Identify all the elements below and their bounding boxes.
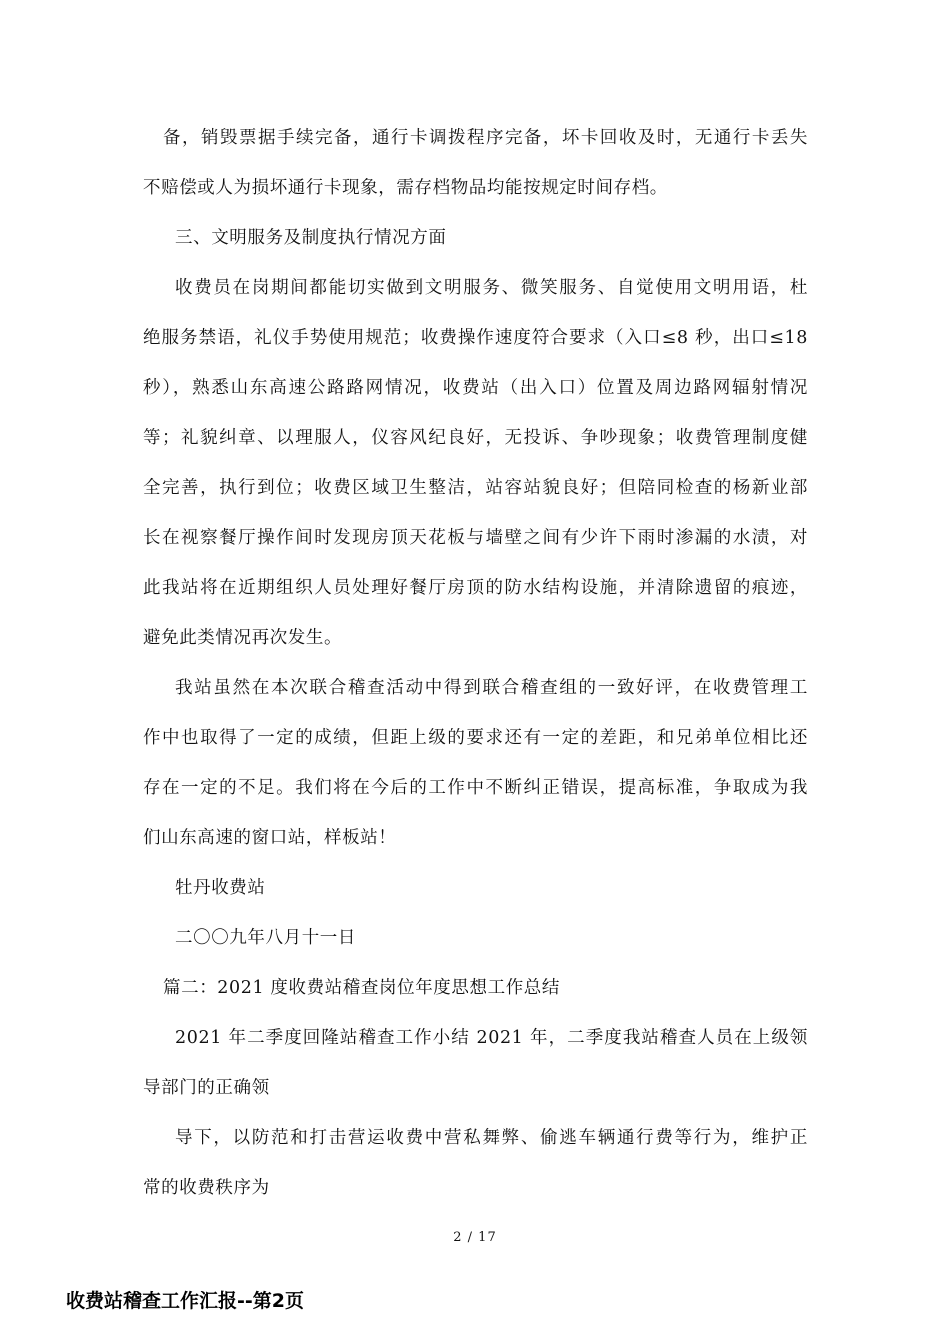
body-line-14: 存在一定的不足。我们将在今后的工作中不断纠正错误，提高标准，争取成为我 — [143, 778, 808, 798]
body-line-15: 们山东高速的窗口站，样板站！ — [143, 828, 397, 848]
page-number: 2 / 17 — [453, 1230, 497, 1245]
body-line-12: 我站虽然在本次联合稽查活动中得到联合稽查组的一致好评，在收费管理工 — [175, 678, 808, 698]
signature-organization: 牡丹收费站 — [175, 878, 266, 898]
section-heading-3: 三、文明服务及制度执行情况方面 — [175, 228, 447, 248]
body-line-4: 收费员在岗期间都能切实做到文明服务、微笑服务、自觉使用文明用语，杜 — [175, 278, 808, 298]
article-heading: 篇二：2021 度收费站稽查岗位年度思想工作总结 — [163, 978, 560, 998]
body-line-10: 此我站将在近期组织人员处理好餐厅房顶的防水结构设施，并清除遗留的痕迹， — [143, 578, 808, 598]
body-line-19: 2021 年二季度回隆站稽查工作小结 2021 年，二季度我站稽查人员在上级领 — [175, 1028, 808, 1048]
body-line-7: 等；礼貌纠章、以理服人，仪容风纪良好，无投诉、争吵现象；收费管理制度健 — [143, 428, 808, 448]
body-line-8: 全完善，执行到位；收费区域卫生整洁，站容站貌良好；但陪同检查的杨新业部 — [143, 478, 808, 498]
body-line-6: 秒），熟悉山东高速公路路网情况，收费站（出入口）位置及周边路网辐射情况 — [143, 378, 808, 398]
signature-date: 二〇〇九年八月十一日 — [175, 928, 356, 948]
body-line-2: 不赔偿或人为损坏通行卡现象，需存档物品均能按规定时间存档。 — [143, 178, 668, 198]
body-line-11: 避免此类情况再次发生。 — [143, 628, 343, 648]
body-line-21: 导下，以防范和打击营运收费中营私舞弊、偷逃车辆通行费等行为，维护正 — [175, 1128, 808, 1148]
footer-document-title: 收费站稽查工作汇报--第2页 — [66, 1290, 304, 1312]
body-line-1: 备，销毁票据手续完备，通行卡调拨程序完备，坏卡回收及时，无通行卡丢失 — [163, 128, 808, 148]
body-line-22: 常的收费秩序为 — [143, 1178, 270, 1198]
body-line-9: 长在视察餐厅操作间时发现房顶天花板与墙壁之间有少许下雨时渗漏的水渍，对 — [143, 528, 808, 548]
body-line-13: 作中也取得了一定的成绩，但距上级的要求还有一定的差距，和兄弟单位相比还 — [143, 728, 808, 748]
body-line-20: 导部门的正确领 — [143, 1078, 270, 1098]
body-line-5: 绝服务禁语，礼仪手势使用规范；收费操作速度符合要求（入口≤8 秒，出口≤18 — [143, 328, 808, 348]
